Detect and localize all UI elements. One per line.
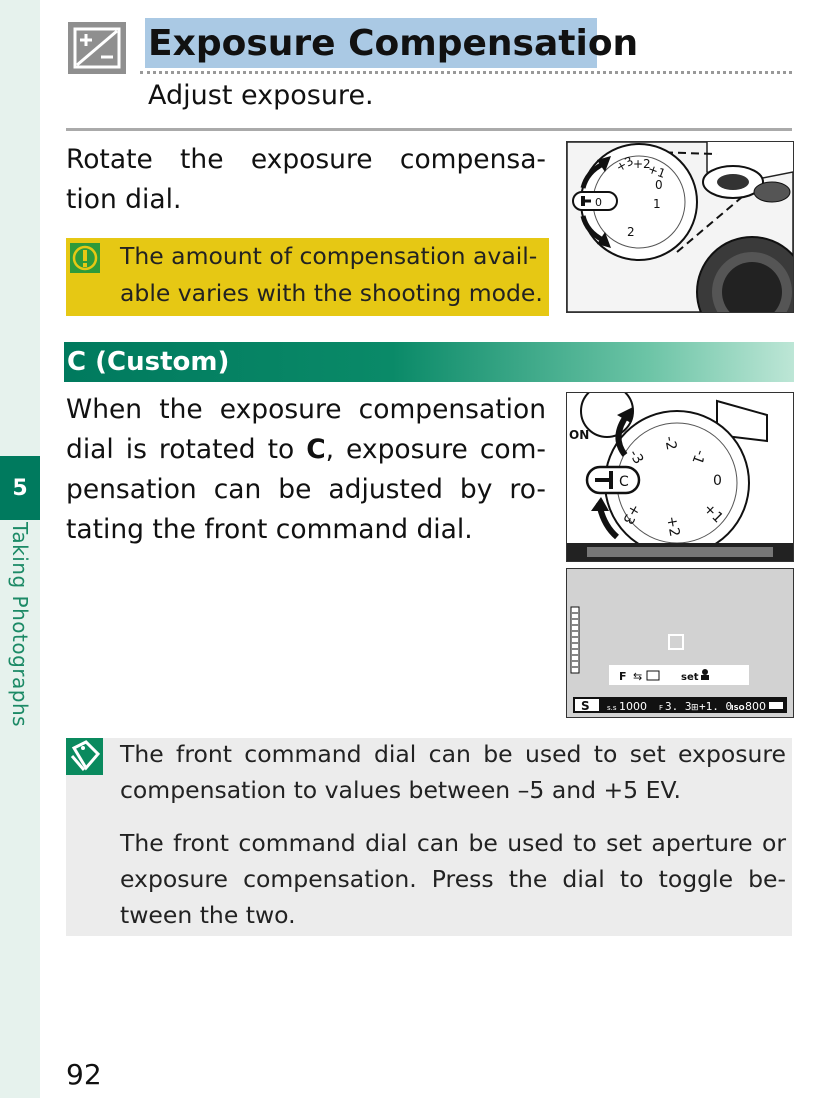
chapter-number: 5 (0, 456, 40, 520)
dial-label-minus1: 1 (653, 197, 661, 211)
chapter-title (2, 522, 42, 762)
screen-aperture: 3. 3 (665, 700, 692, 713)
custom-line-4: tating the front command dial. (66, 514, 473, 545)
page-number: 92 (66, 1058, 102, 1091)
note-paragraph-1 (120, 736, 786, 808)
custom-dial-illustration (566, 392, 794, 562)
svg-text:0: 0 (595, 196, 602, 209)
exposure-dial-illustration (566, 141, 794, 313)
dial-label-minus2: 2 (627, 225, 635, 239)
screen-iso-prefix: ISO (731, 704, 745, 712)
custom-dial-minus2: -2 (661, 434, 680, 452)
custom-dial-plus3: +3 (619, 501, 644, 527)
custom-dial-c: C (619, 474, 629, 490)
note-p2-line-3: tween the two. (120, 901, 296, 929)
custom-line-2 (66, 430, 546, 470)
step-line-2: tion dial. (66, 184, 182, 215)
caution-line-1: The amount of compensation avail- (120, 242, 538, 270)
dial-label-plus2: +2 (633, 157, 651, 171)
screen-menu-set: set (681, 672, 699, 683)
title-dotted-rule (140, 71, 792, 74)
caution-line-2: able varies with the shooting mode. (120, 279, 543, 307)
screen-shutter: 1000 (619, 700, 647, 713)
lcd-screen-drawing (567, 569, 793, 717)
custom-line-1: When the exposure compensation (66, 394, 546, 425)
custom-dial-zero: 0 (713, 473, 722, 489)
screen-aperture-prefix: F (659, 704, 664, 712)
step-line-1: Rotate the exposure compensa- (66, 144, 546, 175)
header-divider (66, 128, 792, 131)
custom-line-2-b: , exposure com- (325, 434, 546, 465)
custom-c-mode: C (306, 434, 326, 465)
exposure-compensation-icon (68, 22, 126, 74)
screen-iso: 800 (745, 700, 766, 713)
note-paragraph-2 (120, 825, 786, 933)
caution-icon (70, 243, 100, 273)
custom-line-3: pensation can be adjusted by ro- (66, 474, 546, 505)
exposure-dial-drawing (567, 142, 793, 312)
svg-text:⊞: ⊞ (691, 703, 699, 713)
page-title: Exposure Compensation (148, 23, 639, 64)
dial-label-plus3: +3 (613, 153, 636, 175)
custom-dial-plus2: +2 (663, 514, 683, 539)
svg-text:⇆: ⇆ (633, 670, 643, 683)
lcd-screen-illustration (566, 568, 794, 718)
custom-dial-minus1: -1 (688, 447, 709, 467)
dial-label-zero: 0 (655, 178, 663, 192)
screen-mode: S (581, 699, 590, 713)
custom-line-2-a: dial is rotated to (66, 434, 307, 465)
note-p2-line-1: The front command dial can be used to set aperture or (120, 829, 786, 857)
section-title: C (Custom) (67, 347, 230, 377)
note-p1-line-1: The front command dial can be used to set exposure (120, 740, 786, 768)
on-label: ON (569, 428, 590, 442)
custom-dial-minus3: -3 (625, 447, 647, 468)
custom-dial-plus1: +1 (700, 500, 727, 527)
step-instruction (66, 140, 546, 220)
note-p1-line-2: compensation to values between –5 and +5 EV. (120, 776, 681, 804)
caution-text (120, 238, 544, 312)
note-icon (66, 738, 103, 775)
custom-dial-drawing (567, 393, 793, 561)
custom-description (66, 390, 546, 550)
screen-shutter-prefix: s.s (607, 704, 617, 712)
dial-label-plus1: +1 (645, 161, 668, 181)
screen-exposure-value: +1. 0 (699, 700, 733, 713)
note-p2-line-2: exposure compensation. Press the dial to toggle be- (120, 865, 786, 893)
screen-menu-f: F (619, 670, 627, 683)
chapter-title-text: Taking Photographs (8, 522, 32, 728)
page-subtitle: Adjust exposure. (148, 80, 374, 111)
